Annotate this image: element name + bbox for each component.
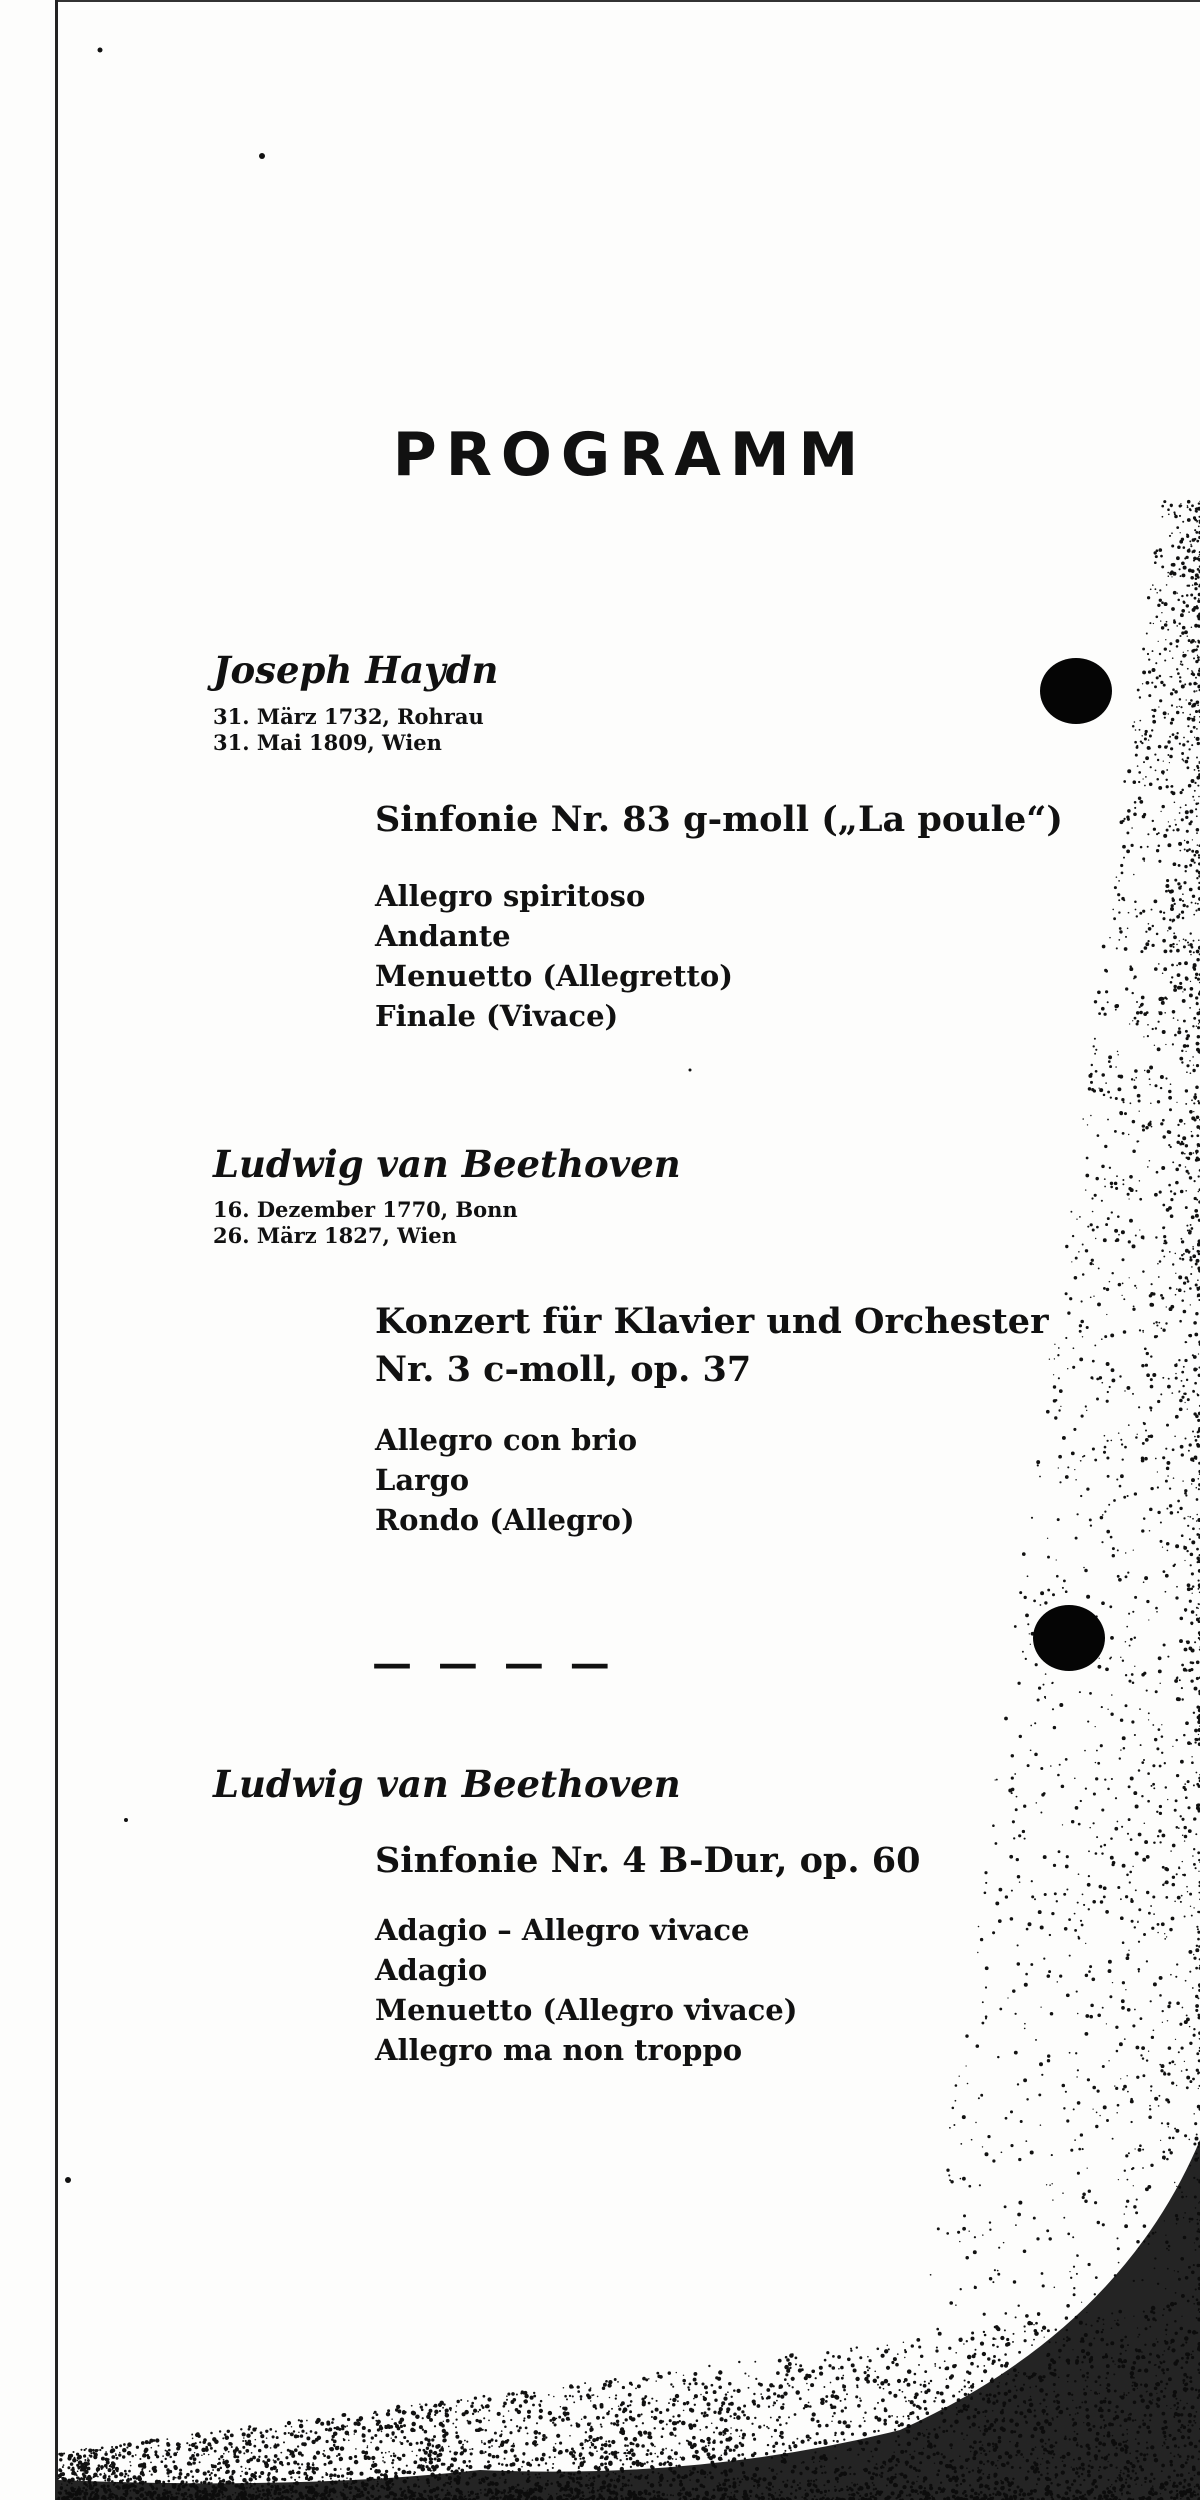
- movement-item: Finale (Vivace): [375, 999, 619, 1033]
- death-date: 26. März 1827, Wien: [213, 1223, 457, 1248]
- work-title-line: Nr. 3 c-moll, op. 37: [375, 1349, 752, 1390]
- movement-item: Allegro spiritoso: [375, 879, 646, 913]
- page-title: PROGRAMM: [392, 420, 868, 490]
- composer-name-2: Ludwig van Beethoven: [213, 1142, 681, 1186]
- movement-list-3: [375, 1910, 797, 2070]
- work-title-line: Sinfonie Nr. 83 g-moll („La poule“): [375, 799, 1063, 840]
- punch-hole-bottom: [1033, 1605, 1105, 1671]
- work-title-line: Konzert für Klavier und Orchester: [375, 1301, 1049, 1342]
- movement-list-1: [375, 876, 733, 1036]
- composer-dates-1: [213, 704, 484, 756]
- work-title-1: [375, 796, 1063, 844]
- movement-item: Allegro con brio: [375, 1423, 638, 1457]
- movement-item: Menuetto (Allegro vivace): [375, 1993, 798, 2027]
- intermission-dashes: — — — —: [372, 1640, 616, 1687]
- work-title-2: [375, 1298, 1049, 1394]
- birth-date: 31. März 1732, Rohrau: [213, 704, 484, 729]
- movement-item: Menuetto (Allegretto): [375, 959, 733, 993]
- birth-date: 16. Dezember 1770, Bonn: [213, 1197, 518, 1222]
- work-title-line: Sinfonie Nr. 4 B-Dur, op. 60: [375, 1840, 921, 1881]
- movement-item: Allegro ma non troppo: [375, 2033, 743, 2067]
- composer-name-1: Joseph Haydn: [213, 648, 499, 692]
- movement-item: Adagio – Allegro vivace: [375, 1913, 750, 1947]
- composer-dates-2: [213, 1197, 518, 1249]
- punch-hole-top: [1040, 658, 1112, 724]
- work-title-3: [375, 1837, 920, 1885]
- death-date: 31. Mai 1809, Wien: [213, 730, 442, 755]
- movement-list-2: [375, 1420, 637, 1540]
- movement-item: Rondo (Allegro): [375, 1503, 635, 1537]
- composer-name-3: Ludwig van Beethoven: [213, 1762, 681, 1806]
- movement-item: Largo: [375, 1463, 470, 1497]
- movement-item: Andante: [375, 919, 511, 953]
- movement-item: Adagio: [375, 1953, 488, 1987]
